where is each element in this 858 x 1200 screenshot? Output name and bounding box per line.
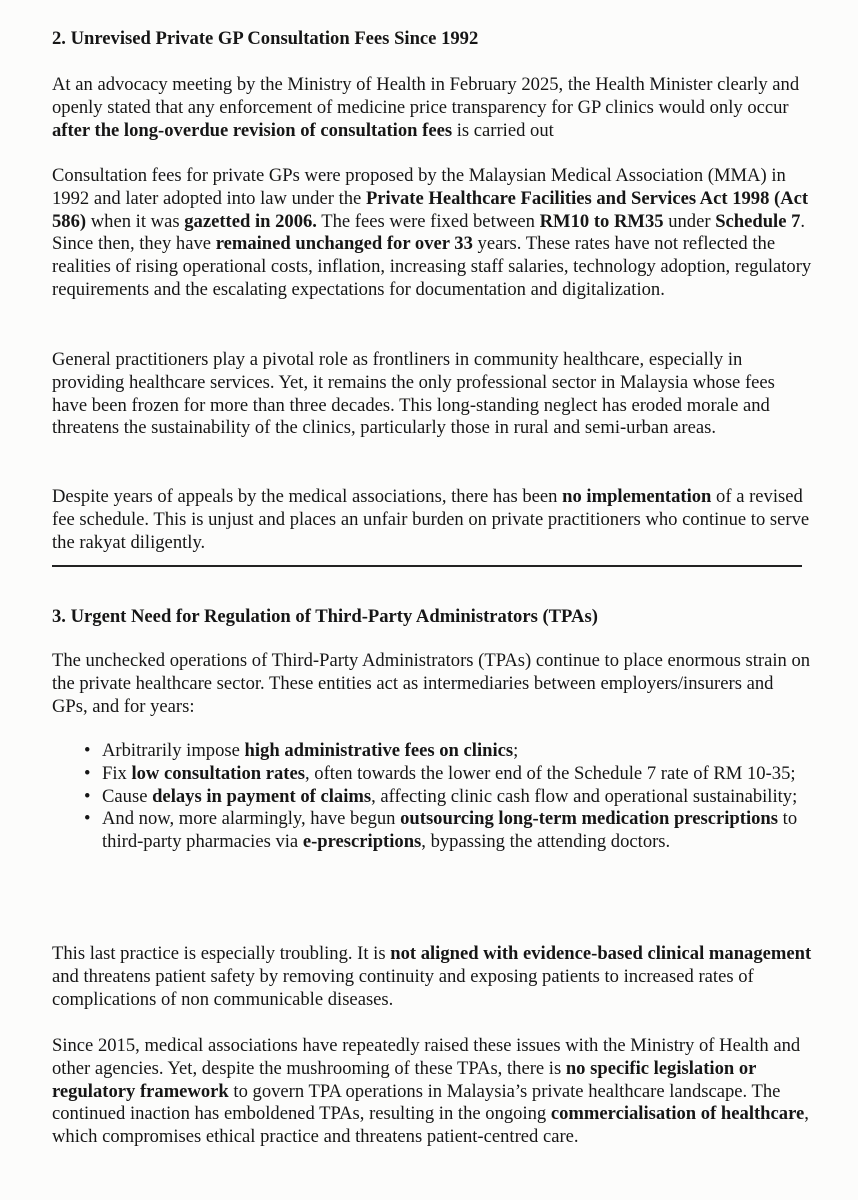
text-run: Since 2015, medical associations have repeatedly raised these issues with the Ministry of Health and other agencies. Yet, despite the mushrooming of these TPAs, there is	[52, 1035, 801, 1079]
bold-text-run: low consultation rates	[131, 762, 305, 784]
bold-text-run: no specific legislation or regulatory framework	[52, 1057, 757, 1102]
bold-text-run: high administrative fees on clinics	[244, 740, 514, 761]
bold-text-run: Private Healthcare Facilities and Services Act 1998 (Act 586)	[52, 187, 809, 232]
text-run: . Since then, they have	[52, 210, 806, 255]
section-2-heading: 2. Unrevised Private GP Consultation Fees Since 1992	[52, 28, 479, 49]
list-item	[84, 740, 804, 763]
bold-text-run: gazetted in 2006.	[184, 210, 317, 232]
section-3-paragraph-1	[52, 650, 812, 718]
text-run: , which compromises ethical practice and threatens patient-centred care.	[52, 1103, 809, 1148]
list-item	[84, 786, 804, 809]
bullet-icon: •	[84, 785, 91, 807]
tpa-issues-list	[84, 740, 804, 854]
section-3-paragraph-2	[52, 943, 812, 1011]
text-run: to third-party pharmacies via	[102, 808, 798, 853]
bold-text-run: RM10 to RM35	[539, 210, 664, 232]
bold-text-run: after the long-overdue revision of consultation fees	[52, 119, 453, 141]
bold-text-run: commercialisation of healthcare	[550, 1103, 805, 1125]
list-item	[84, 763, 804, 786]
text-run: under	[663, 210, 716, 232]
text-run: The unchecked operations of Third-Party Administrators (TPAs) continue to place enormous strain on the private healthcare sector. These entities act as intermediaries between employers/insurers and GPs, and for years:	[52, 650, 811, 717]
text-run: ;	[513, 740, 519, 761]
section-divider	[52, 565, 802, 567]
text-run: to govern TPA operations in Malaysia’s private healthcare landscape. The continued inaction has emboldened TPAs, resulting in the ongoing	[52, 1080, 781, 1125]
list-item-text	[102, 808, 797, 852]
text-run: when it was	[86, 210, 185, 232]
bullet-icon: •	[84, 762, 91, 784]
bold-text-run: e-prescriptions	[302, 831, 422, 853]
bold-text-run: outsourcing long-term medication prescriptions	[400, 808, 778, 830]
section-2-paragraph-4	[52, 486, 812, 554]
list-item-text	[102, 740, 518, 761]
text-run: years. These rates have not reflected the realities of rising operational costs, inflation, increasing staff salaries, technology adoption, regulatory requirements and the escalating expectations for documentation and digitalization.	[52, 233, 812, 300]
section-2-paragraph-1	[52, 74, 812, 142]
bold-text-run: not aligned with evidence-based clinical management	[390, 943, 812, 964]
bold-text-run: no implementation	[562, 486, 712, 507]
list-item	[84, 808, 804, 854]
text-run: General practitioners play a pivotal role as frontliners in community healthcare, especially in providing healthcare services. Yet, it remains the only professional sector in Malaysia whose fees have been frozen for more than three decades. This long-standing neglect has eroded morale and threatens the sustainability of the clinics, particularly those in rural and semi-urban areas.	[52, 349, 775, 439]
section-3-paragraph-3	[52, 1035, 812, 1149]
text-run: This last practice is especially troubling. It is	[52, 943, 391, 964]
text-run: Cause	[102, 785, 153, 807]
bold-text-run: Schedule 7	[715, 210, 801, 232]
text-run: and threatens patient safety by removing continuity and exposing patients to increased rates of complications of non communicable diseases.	[52, 965, 754, 1010]
text-run: , bypassing the attending doctors.	[421, 831, 671, 853]
text-run: Arbitrarily impose	[102, 740, 245, 761]
text-run: And now, more alarmingly, have begun	[102, 808, 401, 830]
text-run: At an advocacy meeting by the Ministry of Health in February 2025, the Health Minister clearly and openly stated that any enforcement of medicine price transparency for GP clinics would only occur	[52, 74, 800, 118]
section-2-paragraph-2	[52, 165, 812, 302]
text-run: Despite years of appeals by the medical associations, there has been	[52, 486, 563, 507]
bold-text-run: delays in payment of claims	[152, 785, 372, 807]
list-item-text	[102, 763, 796, 784]
text-run: , often towards the lower end of the Schedule 7 rate of RM 10-35;	[305, 762, 796, 784]
text-run: Consultation fees for private GPs were proposed by the Malaysian Medical Association (MMA) in 1992 and later adopted into law under the	[52, 165, 786, 209]
text-run: Fix	[102, 762, 132, 784]
section-3-heading: 3. Urgent Need for Regulation of Third-Party Administrators (TPAs)	[52, 606, 598, 627]
text-run: is carried out	[452, 119, 554, 141]
bullet-icon: •	[84, 808, 91, 830]
list-item-text	[102, 786, 797, 807]
bold-text-run: remained unchanged for over 33	[215, 233, 473, 255]
bullet-icon: •	[84, 740, 91, 761]
text-run: of a revised fee schedule. This is unjust and places an unfair burden on private practitioners who continue to serve the rakyat diligently.	[52, 486, 810, 553]
section-2-paragraph-3	[52, 349, 812, 440]
text-run: The fees were fixed between	[316, 210, 540, 232]
text-run: , affecting clinic cash flow and operational sustainability;	[371, 785, 798, 807]
